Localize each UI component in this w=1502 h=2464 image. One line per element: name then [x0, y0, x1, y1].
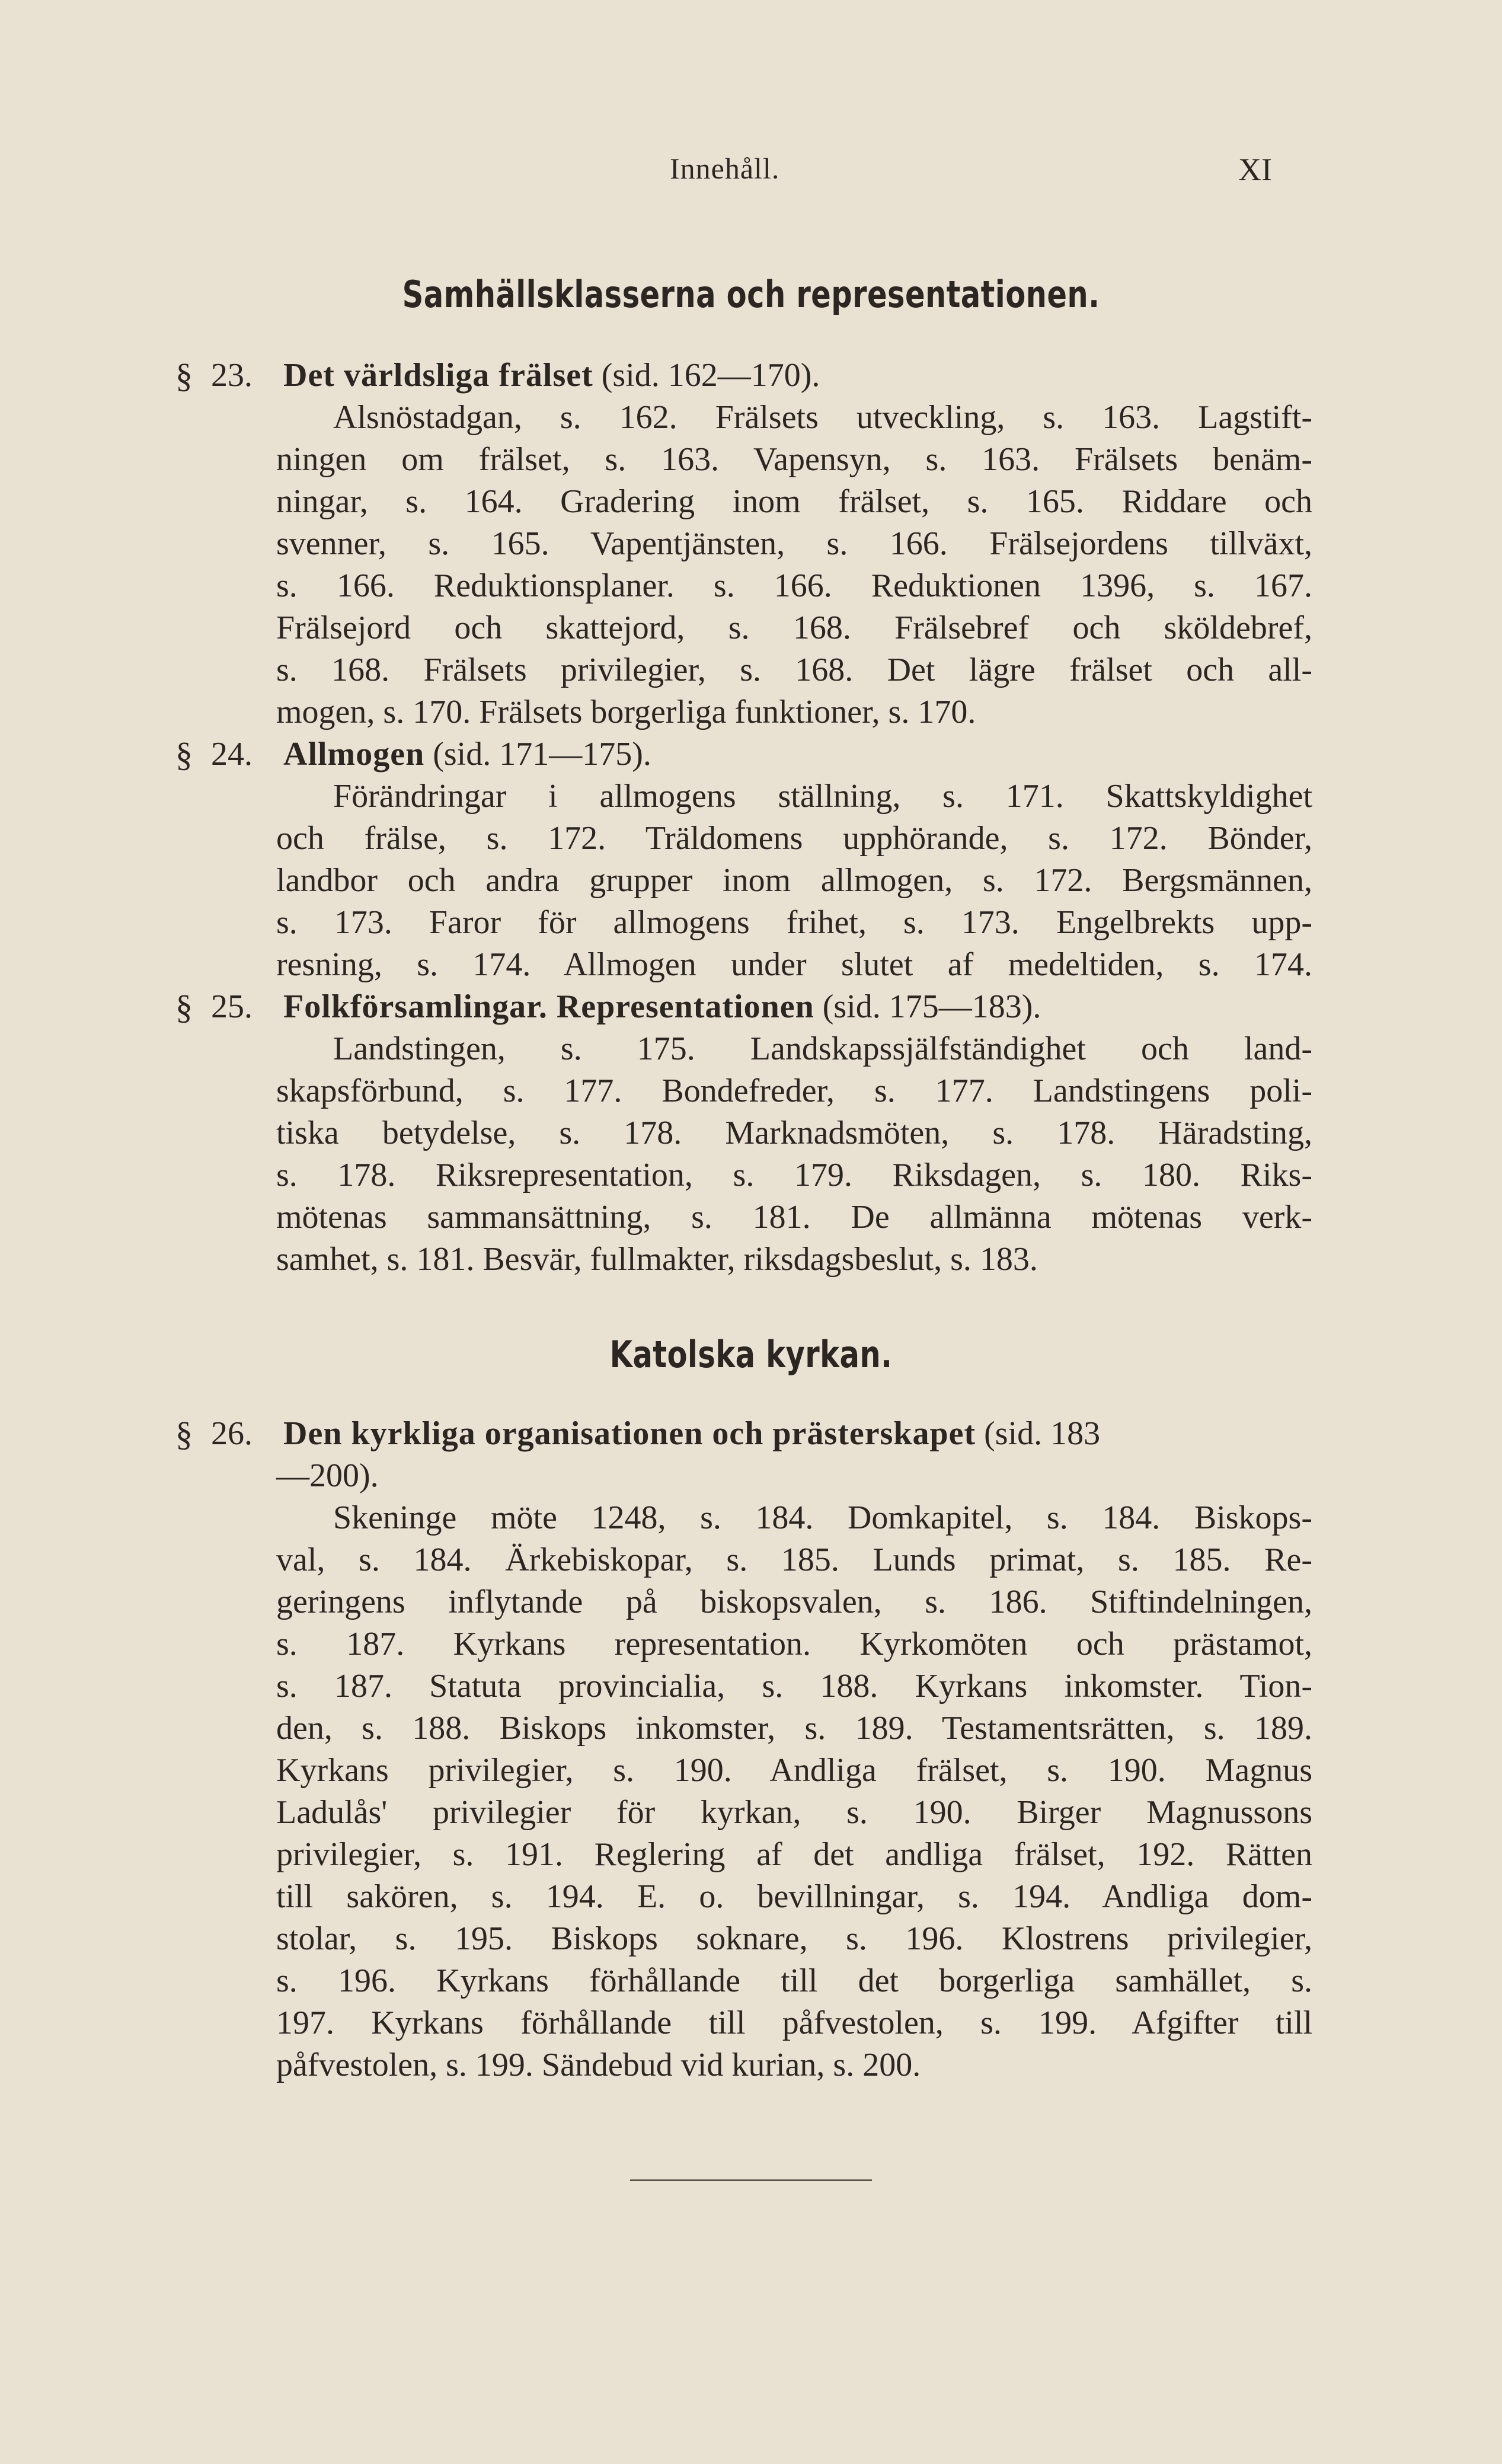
body-line: skapsförbund, s. 177. Bondefreder, s. 177. Landstingens poli-	[276, 1073, 1312, 1109]
section-sign: §	[175, 988, 193, 1026]
page-header	[0, 151, 1502, 210]
body-line: ningen om frälset, s. 163. Vapensyn, s. 163. Frälsets benäm-	[276, 441, 1312, 478]
body-line: till sakören, s. 194. E. o. bevillningar, s. 194. Andliga dom-	[276, 1878, 1312, 1915]
section-26	[0, 1413, 1502, 1455]
body-line: Alsnöstadgan, s. 162. Frälsets utveckling, s. 163. Lagstift-	[333, 399, 1312, 436]
section-23-title-line	[0, 355, 1502, 397]
body-line: Ladulås' privilegier för kyrkan, s. 190. Birger Magnussons	[276, 1794, 1312, 1831]
footer-rule	[630, 2179, 872, 2181]
section-25	[0, 986, 1502, 1028]
section-title: Folkförsamlingar. Representationen	[283, 988, 814, 1025]
section-24-body	[276, 775, 1312, 986]
body-line: stolar, s. 195. Biskops soknare, s. 196. Klostrens privilegier,	[276, 1920, 1312, 1957]
body-line: s. 168. Frälsets privilegier, s. 168. Det lägre frälset och all-	[276, 652, 1312, 688]
body-line: den, s. 188. Biskops inkomster, s. 189. Testamentsrätten, s. 189.	[276, 1710, 1312, 1747]
body-line: samhet, s. 181. Besvär, fullmakter, riksdagsbeslut, s. 183.	[276, 1241, 1038, 1278]
section-number: 25.	[211, 988, 253, 1025]
body-line: påfvestolen, s. 199. Sändebud vid kurian, s. 200.	[276, 2047, 921, 2083]
body-line: mötenas sammansättning, s. 181. De allmänna mötenas verk-	[276, 1199, 1312, 1236]
section-number: 23.	[211, 357, 253, 394]
section-23-body	[276, 397, 1312, 733]
section-title: Det världsliga frälset	[283, 357, 593, 394]
section-sign: §	[175, 356, 193, 395]
body-line: s. 166. Reduktionsplaner. s. 166. Reduktionen 1396, s. 167.	[276, 567, 1312, 604]
body-line: Skeninge möte 1248, s. 184. Domkapitel, s. 184. Biskops-	[333, 1499, 1312, 1536]
section-sign: §	[175, 735, 193, 774]
section-page-range: (sid. 175—183).	[822, 988, 1041, 1025]
section-number: 26.	[211, 1415, 253, 1452]
page-number: XI	[1238, 152, 1272, 187]
body-line: tiska betydelse, s. 178. Marknadsmöten, s. 178. Häradsting,	[276, 1115, 1312, 1151]
body-line: s. 187. Statuta provincialia, s. 188. Kyrkans inkomster. Tion-	[276, 1668, 1312, 1705]
section-title: Den kyrkliga organisationen och prästerskapet	[283, 1415, 976, 1452]
part-heading-samhallsklasserna: Samhällsklasserna och representationen.	[402, 273, 1100, 316]
section-number: 24.	[211, 736, 253, 773]
body-line: geringens inflytande på biskopsvalen, s. 186. Stiftindelningen,	[276, 1584, 1312, 1620]
body-line: svenner, s. 165. Vapentjänsten, s. 166. Frälsejordens tillväxt,	[276, 525, 1312, 562]
body-line: landbor och andra grupper inom allmogen, s. 172. Bergsmännen,	[276, 862, 1312, 899]
section-24-title-line	[0, 733, 1502, 775]
section-23	[0, 355, 1502, 397]
body-line: Kyrkans privilegier, s. 190. Andliga frälset, s. 190. Magnus	[276, 1752, 1312, 1789]
body-line: Landstingen, s. 175. Landskapssjälfständighet och land-	[333, 1030, 1312, 1067]
section-title: Allmogen	[283, 736, 425, 773]
body-line: s. 196. Kyrkans förhållande till det borgerliga samhället, s.	[276, 1962, 1312, 1999]
running-title: Innehåll.	[670, 152, 780, 185]
section-page-range: (sid. 171—175).	[433, 736, 651, 773]
section-26-title-line	[0, 1413, 1502, 1455]
body-line: Förändringar i allmogens ställning, s. 171. Skattskyldighet	[333, 778, 1312, 815]
body-line: privilegier, s. 191. Reglering af det andliga frälset, 192. Rätten	[276, 1836, 1312, 1873]
body-line: val, s. 184. Ärkebiskopar, s. 185. Lunds primat, s. 185. Re-	[276, 1541, 1312, 1578]
body-line: resning, s. 174. Allmogen under slutet af medeltiden, s. 174.	[276, 946, 1312, 983]
part-heading-katolska-kyrkan: Katolska kyrkan.	[609, 1333, 893, 1376]
body-line: mogen, s. 170. Frälsets borgerliga funktioner, s. 170.	[276, 694, 976, 730]
section-page-range-continued: —200).	[276, 1457, 379, 1494]
section-page-range: (sid. 162—170).	[601, 357, 820, 394]
body-line: s. 187. Kyrkans representation. Kyrkomöten och prästamot,	[276, 1626, 1312, 1662]
section-25-body	[276, 1028, 1312, 1281]
section-26-body	[276, 1497, 1312, 2086]
section-25-title-line	[0, 986, 1502, 1028]
body-line: s. 173. Faror för allmogens frihet, s. 173. Engelbrekts upp-	[276, 904, 1312, 941]
body-line: och frälse, s. 172. Träldomens upphörande, s. 172. Bönder,	[276, 820, 1312, 857]
body-line: s. 178. Riksrepresentation, s. 179. Riksdagen, s. 180. Riks-	[276, 1157, 1312, 1193]
body-line: Frälsejord och skattejord, s. 168. Frälsebref och sköldebref,	[276, 609, 1312, 646]
body-line: 197. Kyrkans förhållande till påfvestolen, s. 199. Afgifter till	[276, 2005, 1312, 2041]
section-page-range: (sid. 183	[984, 1415, 1101, 1452]
section-sign: §	[175, 1415, 193, 1453]
section-24	[0, 733, 1502, 775]
body-line: ningar, s. 164. Gradering inom frälset, s. 165. Riddare och	[276, 483, 1312, 520]
